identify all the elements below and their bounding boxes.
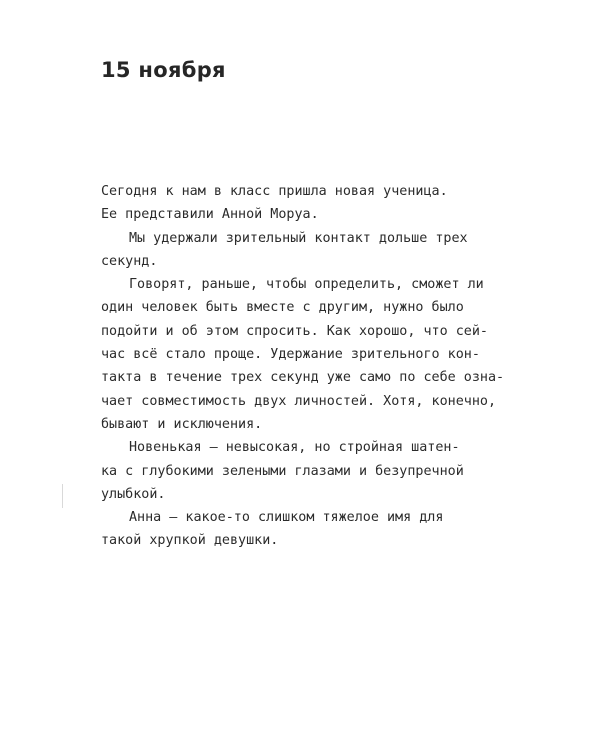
text-line: Мы удержали зрительный контакт дольше трех: [129, 230, 468, 246]
paragraph: [101, 506, 501, 553]
paragraph: [101, 273, 505, 436]
text-line: секунд.: [101, 253, 158, 269]
text-line: Сегодня к нам в класс пришла новая ученица.: [101, 184, 448, 199]
paragraph: [101, 180, 501, 227]
margin-mark: [62, 484, 63, 508]
text-line: такта в течение трех секунд уже само по себе озна-: [101, 370, 505, 386]
paragraph: [101, 436, 501, 506]
paragraph: [101, 227, 501, 274]
text-line: улыбкой.: [101, 486, 166, 502]
text-line: Ее представили Анной Моруа.: [101, 207, 319, 223]
text-line: ка с глубокими зелеными глазами и безупречной: [101, 463, 464, 479]
chapter-body: [101, 180, 505, 553]
text-line: Новенькая — невысокая, но стройная шатен-: [129, 440, 460, 456]
text-line: Анна — какое-то слишком тяжелое имя для: [129, 510, 444, 526]
text-line: бывают и исключения.: [101, 416, 263, 432]
text-line: такой хрупкой девушки.: [101, 533, 279, 549]
text-line: подойти и об этом спросить. Как хорошо, что сей-: [101, 323, 488, 339]
text-line: Говорят, раньше, чтобы определить, сможет ли: [129, 277, 484, 293]
text-line: один человек быть вместе с другим, нужно было: [101, 300, 464, 316]
chapter-title: 15 ноября: [101, 58, 226, 82]
text-line: час всё стало проще. Удержание зрительного кон-: [101, 347, 480, 363]
text-line: чает совместимость двух личностей. Хотя, конечно,: [101, 393, 497, 409]
